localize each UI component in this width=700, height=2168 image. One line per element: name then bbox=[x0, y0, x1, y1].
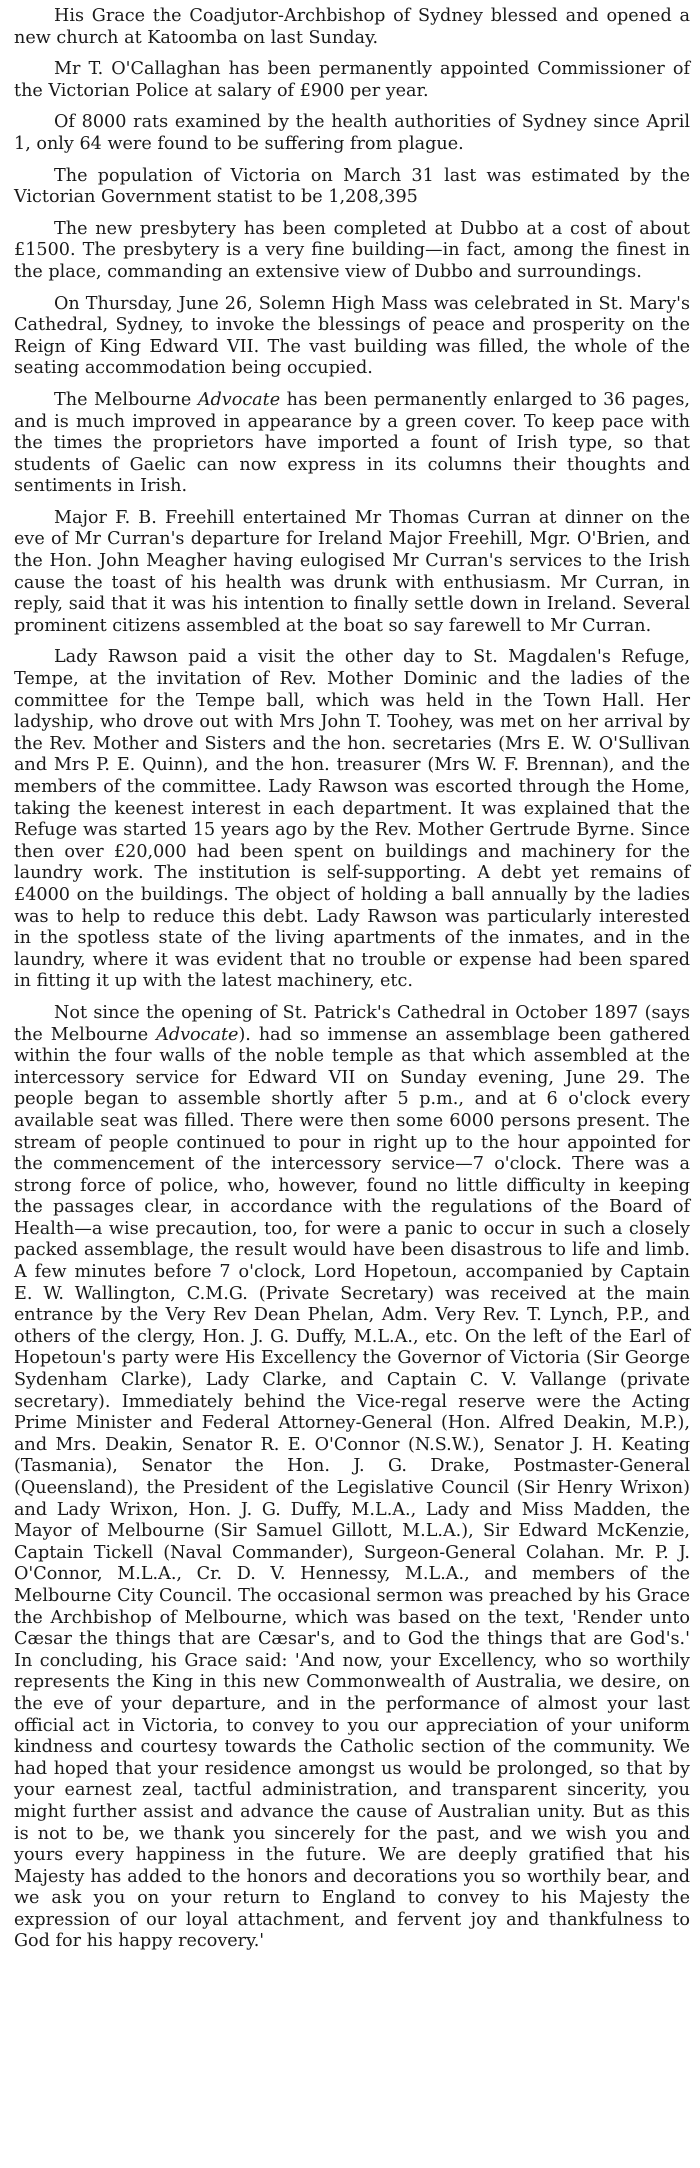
paragraph-text: Not since the opening of St. Patrick's Cathedral in October 1897 (says the Melbourne bbox=[14, 1002, 690, 1045]
news-paragraph: Mr T. O'Callaghan has been permanently appointed Commissioner of the Victorian Police at salary of £900 per year. bbox=[14, 59, 690, 101]
news-paragraph: On Thursday, June 26, Solemn High Mass was celebrated in St. Mary's Cathedral, Sydney, to invoke the blessings of peace and prosperity on the Reign of King Edward VII. The vast building was filled, the whole of the seating accommodation being occupied. bbox=[14, 293, 690, 379]
news-paragraph: His Grace the Coadjutor-Archbishop of Sydney blessed and opened a new church at Katoomba on last Sunday. bbox=[14, 6, 690, 48]
news-paragraph: The population of Victoria on March 31 last was estimated by the Victorian Government statist to be 1,208,395 bbox=[14, 165, 690, 208]
news-paragraph: Lady Rawson paid a visit the other day to St. Magdalen's Refuge, Tempe, at the invitation of Rev. Mother Dominic and the ladies of the committee for the Tempe ball, which was held in the Town Hall. Her ladyship, who drove out with Mrs John T. Toohey, was met on her arrival by the Rev. Mother and Sisters and the hon. secretaries (Mrs E. W. O'Sullivan and Mrs P. E. Quinn), and the hon. treasurer (Mrs W. F. Brennan), and the members of the committee. Lady Rawson was escorted through the Home, taking the keenest interest in each department. It was explained that the Refuge was started 15 years ago by the Rev. Mother Gertrude Byrne. Since then over £20,000 had been spent on buildings and machinery for the laundry work. The institution is self-supporting. A debt yet remains of £4000 on the buildings. The object of holding a ball annually by the ladies was to help to reduce this debt. Lady Rawson was particularly interested in the spotless state of the living apartments of the inmates, and in the laundry, where it was evident that no trouble or expense had been spared in fitting it up with the latest machinery, etc. bbox=[14, 647, 690, 992]
news-paragraph: Major F. B. Freehill entertained Mr Thomas Curran at dinner on the eve of Mr Curran's departure for Ireland Major Freehill, Mgr. O'Brien, and the Hon. John Meagher having eulogised Mr Curran's services to the Irish cause the toast of his health was drunk with enthusiasm. Mr Curran, in reply, said that it was his intention to finally settle down in Ireland. Several prominent citizens assembled at the boat so say farewell to Mr Curran. bbox=[14, 507, 690, 636]
news-paragraph: Of 8000 rats examined by the health authorities of Sydney since April 1, only 64 were found to be suffering from plague. bbox=[14, 112, 690, 154]
paragraph-text: has been permanently enlarged to 36 pages, and is much improved in appearance by a green cover. To keep pace with the times the proprietors have imported a fount of Irish type, so that students of Gaelic can now express in its columns their thoughts and sentiments in Irish. bbox=[14, 389, 691, 497]
paragraph-text: The Melbourne bbox=[54, 389, 198, 410]
news-paragraph bbox=[14, 390, 690, 498]
news-paragraph: The new presbytery has been completed at Dubbo at a cost of about £1500. The presbytery is a very fine building—in fact, among the finest in the place, commanding an extensive view of Dubbo and surroundings. bbox=[14, 218, 690, 282]
news-paragraph bbox=[14, 1003, 690, 1953]
newspaper-title: Advocate bbox=[197, 389, 281, 410]
paragraph-text: ). had so immense an assemblage been gathered within the four walls of the noble temple as that which assembled at the intercessory service for Edward VII on Sunday evening, June 29. The people began to assemble shortly after 5 p.m., and at 6 o'clock every available seat was filled. There were then some 6000 persons present. The stream of people continued to pour in right up to the hour appointed for the commencement of the intercessory service—7 o'clock. There was a strong force of police, who, however, found no little difficulty in keeping the passages clear, in accordance with the regulations of the Board of Health—a wise precaution, too, for were a panic to occur in such a closely packed assemblage, the result would have been disastrous to life and limb. A few minutes before 7 o'clock, Lord Hopetoun, accompanied by Captain E. W. Wallington, C.M.G. (Private Secretary) was received at the main entrance by the Very Rev Dean Phelan, Adm. Very Rev. T. Lynch, P.P., and others of the clergy, Hon. J. G. Duffy, M.L.A., etc. On the left of the Earl of Hopetoun's party were His Excellency the Governor of Victoria (Sir George Sydenham Clarke), Lady Clarke, and Captain C. V. Vallange (private secretary). Immediately behind the Vice-regal reserve were the Acting Prime Minister and Federal Attorney-General (Hon. Alfred Deakin, M.P.), and Mrs. Deakin, Senator R. E. O'Connor (N.S.W.), Senator J. H. Keating (Tasmania), Senator the Hon. J. G. Drake, Postmaster-General (Queensland), the President of the Legislative Council (Sir Henry Wrixon) and Lady Wrixon, Hon. J. G. Duffy, M.L.A., Lady and Miss Madden, the Mayor of Melbourne (Sir Samuel Gillott, M.L.A.), Sir Edward McKenzie, Captain Tickell (Naval Commander), Surgeon-General Colahan. Mr. P. J. O'Connor, M.L.A., Cr. D. V. Hennessy, M.L.A., and members of the Melbourne City Council. The occasional sermon was preached by his Grace the Archbishop of Melbourne, which was based on the text, 'Render unto Cæsar the things that are Cæsar's, and to God the things that are God's.' In concluding, his Grace said: 'And now, your Excellency, who so worthily represents the King in this new Commonwealth of Australia, we desire, on the eve of your departure, and in the performance of almost your last official act in Victoria, to convey to you our appreciation of your uniform kindness and courtesy towards the Catholic section of the community. We had hoped that your residence amongst us would be prolonged, so that by your earnest zeal, tactful administration, and transparent sincerity, you might further assist and advance the cause of Australian unity. But as this is not to be, we thank you sincerely for the past, and we wish you and yours every happiness in the future. We are deeply gratified that his Majesty has added to the honors and decorations you so worthily bear, and we ask you on your return to England to convey to his Majesty the expression of our loyal attachment, and fervent joy and thankfulness to God for his happy recovery.' bbox=[14, 1024, 690, 1952]
newspaper-title: Advocate bbox=[156, 1024, 239, 1045]
